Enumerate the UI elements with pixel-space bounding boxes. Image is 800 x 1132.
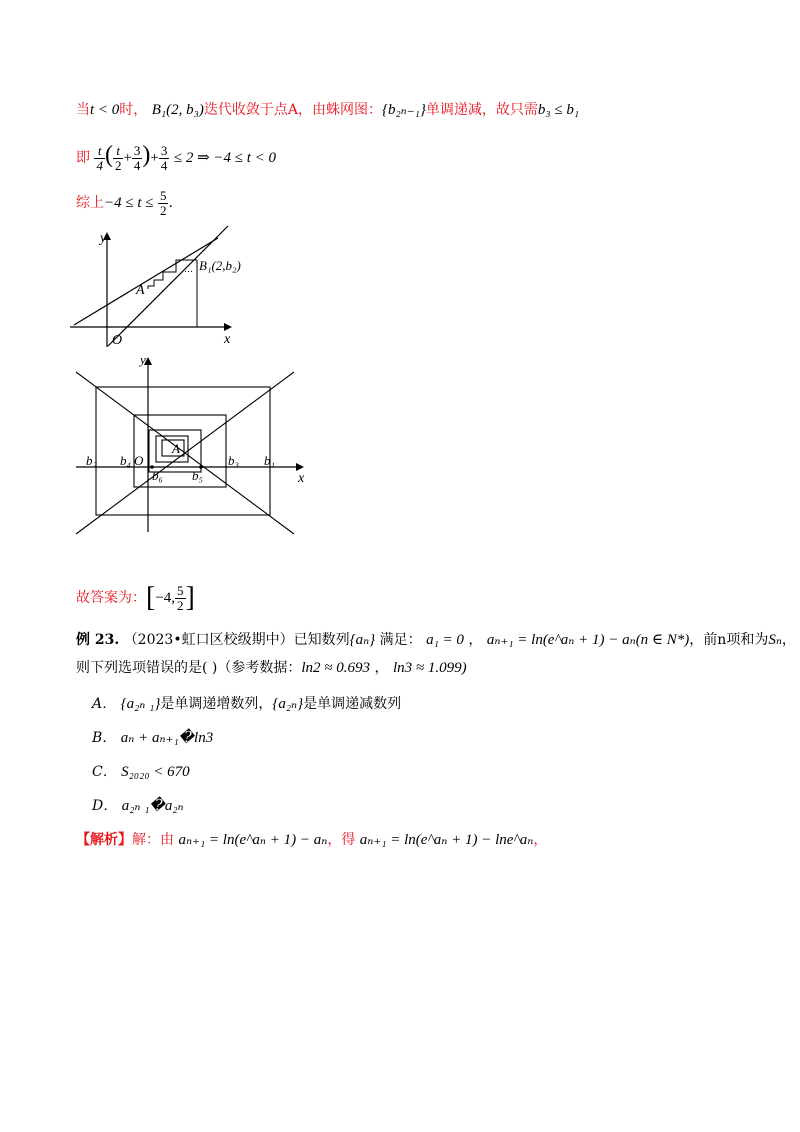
fig2-origin-label: O — [134, 453, 144, 468]
option-a-text2: 是单调递减数列 — [303, 696, 402, 712]
option-a-seq1: {a₂ₙ ₁} — [120, 696, 161, 712]
sum-sn: Sₙ — [768, 632, 782, 648]
option-b-text: aₙ + aₙ₊₁�ln3 — [120, 730, 214, 746]
recurrence-formula: aₙ₊₁ = ln(e^aₙ + 1) − aₙ(n ∈ N*) — [486, 632, 690, 648]
answer-line: 故答案为：[−4, $\frac{5}{2}$ ] — [76, 582, 195, 613]
option-a-letter: A． — [92, 696, 117, 712]
t-range: −4 ≤ t ≤ — [104, 195, 154, 211]
sum-text: ，前n项和为 — [689, 632, 769, 648]
initial-condition: a₁ = 0 — [426, 632, 464, 648]
prefix-text: 当 — [76, 102, 90, 118]
option-d-letter: D． — [92, 798, 118, 814]
odd-subsequence: {b₂ₙ₋₁} — [381, 102, 426, 118]
condition-line — [76, 100, 579, 120]
fig2-b3-label: b₃ — [228, 453, 240, 468]
ln2-value: ln2 ≈ 0.693 — [301, 660, 371, 676]
fig1-point-a-label: A — [136, 283, 145, 298]
example-heading-line: 例 23. （2023•虹口区校级期中）已知数列{aₙ} 满足： a₁ = 0 ， aₙ₊₁ = ln(e^aₙ + 1) − aₙ(n ∈ N*)，前n项和为Sₙ， — [76, 632, 796, 648]
decrease-text: 单调递减，故只需 — [425, 102, 538, 118]
fraction-t-4: $\frac{t}{4}$ — [96, 142, 103, 173]
fraction-3-4-outer: $\frac{3}{4}$ — [160, 142, 168, 173]
fig2-y-label: y — [140, 352, 146, 367]
answer-fraction: $\frac{5}{2}$ — [177, 582, 184, 613]
sequence-an: {aₙ} — [349, 632, 376, 648]
fig2-x-label: x — [298, 471, 305, 486]
namely-text: 即 — [76, 150, 90, 166]
fig2-b2-label: b₂ — [86, 453, 98, 468]
fig2-b6-label: b₆ — [152, 468, 164, 483]
option-c-letter: C． — [92, 764, 117, 780]
fig2-b5-label: b₅ — [192, 468, 204, 483]
fraction-5-2: $\frac{5}{2}$ — [159, 187, 167, 218]
converge-text: 迭代收敛于点A，由蛛网图： — [203, 102, 382, 118]
fig1-y-label: y — [100, 231, 107, 246]
example-number: 例 23. — [76, 632, 120, 648]
example-source: （2023•虹口区校级期中）已知数列 — [123, 632, 350, 648]
when-text: 时， — [119, 102, 148, 118]
cobweb-figure-2 — [72, 352, 312, 542]
option-a-seq2: {a₂ₙ} — [272, 696, 304, 712]
fig1-origin-label: O — [112, 333, 123, 348]
b3-le-b1: b₃ ≤ b₁ — [537, 102, 580, 118]
option-c-text: S₂₀₂₀ < 670 — [121, 764, 190, 780]
solution-eq1: aₙ₊₁ = ln(e^aₙ + 1) − aₙ — [178, 832, 328, 848]
cobweb-figure-1 — [60, 224, 250, 352]
solution-eq2: aₙ₊₁ = ln(e^aₙ + 1) − lne^aₙ — [359, 832, 534, 848]
reference-label: （参考数据： — [217, 660, 302, 676]
fig1-b1-label: B₁(2,b₂) — [199, 258, 241, 273]
conclusion-line: 综上−4 ≤ t ≤ $\frac{5}{2}$ . — [76, 187, 173, 218]
inequality-tail: ≤ 2 ⇒ −4 ≤ t < 0 — [173, 150, 277, 166]
fig2-point-a-label: A — [172, 441, 180, 456]
fig2-b1-label: b₁ — [264, 453, 276, 468]
option-b-letter: B． — [92, 730, 117, 746]
staircase-label: … — [184, 264, 193, 274]
ln3-value: ln3 ≈ 1.099) — [392, 660, 467, 676]
solution-line: 【解析】解：由 aₙ₊₁ = ln(e^aₙ + 1) − aₙ，得 aₙ₊₁ = ln(e^aₙ + 1) − lne^aₙ， — [76, 832, 548, 848]
option-a-text1: 是单调递增数列， — [160, 696, 273, 712]
example-question-line: 则下列选项错误的是( )（参考数据：ln2 ≈ 0.693 ， ln3 ≈ 1.099) — [76, 660, 467, 676]
question-text: 则下列选项错误的是( ) — [76, 660, 218, 676]
option-c[interactable] — [92, 762, 190, 782]
conclusion-prefix: 综上 — [76, 195, 104, 211]
inequality-line: 即 $\frac{t}{4}$ ( $\frac{t}{2}$ + $\frac{3}{4}$ )+ $\frac{3}{4}$ ≤ 2 ⇒ −4 ≤ t < 0 — [76, 142, 277, 173]
option-d[interactable] — [92, 796, 184, 816]
option-d-text: a₂ₙ ₁�a₂ₙ — [121, 798, 184, 814]
answer-left-bound: −4, — [155, 590, 176, 606]
option-a[interactable] — [92, 694, 401, 714]
fraction-t-2: $\frac{t}{2}$ — [114, 142, 122, 173]
fig2-b4-label: b₄ — [120, 453, 132, 468]
fig1-x-label: x — [224, 332, 231, 347]
option-b[interactable] — [92, 728, 213, 748]
answer-label: 故答案为： — [76, 590, 146, 606]
fraction-3-4-inner: $\frac{3}{4}$ — [133, 142, 141, 173]
satisfy-text: 满足： — [379, 632, 422, 648]
t-condition: t < 0 — [90, 102, 120, 118]
point-b1: B₁(2, b₃) — [151, 102, 204, 118]
solution-label: 【解析】 — [76, 832, 132, 848]
solution-text1: 解：由 — [132, 832, 174, 848]
solution-text2: ，得 — [327, 832, 356, 848]
